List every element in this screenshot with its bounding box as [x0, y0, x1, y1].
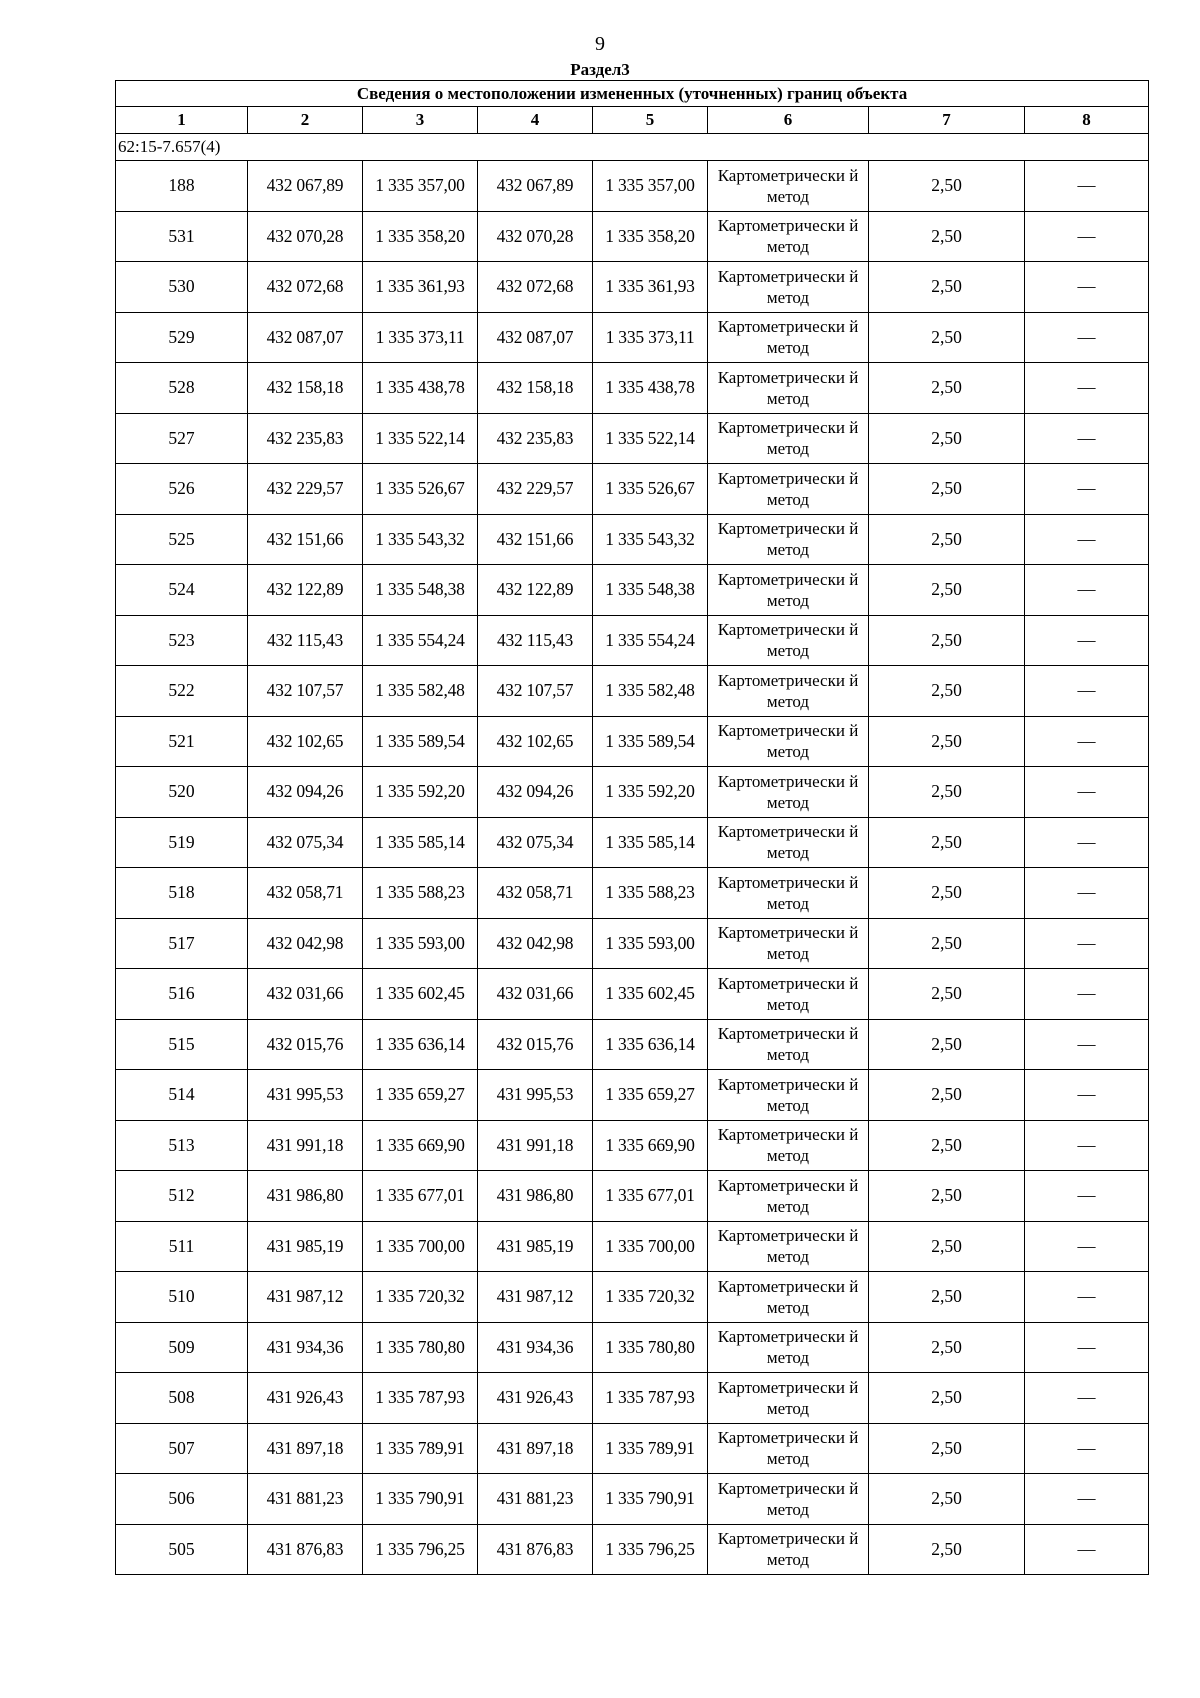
y-refined: 1 335 720,32 [593, 1272, 708, 1323]
y-refined: 1 335 787,93 [593, 1373, 708, 1424]
accuracy: 2,50 [869, 262, 1025, 313]
accuracy: 2,50 [869, 1171, 1025, 1222]
column-number: 3 [363, 107, 478, 134]
point-number: 525 [116, 514, 248, 565]
point-number: 516 [116, 969, 248, 1020]
description: — [1025, 312, 1149, 363]
point-number: 520 [116, 767, 248, 818]
column-number: 1 [116, 107, 248, 134]
accuracy: 2,50 [869, 413, 1025, 464]
x-existing: 432 122,89 [248, 565, 363, 616]
y-existing: 1 335 589,54 [363, 716, 478, 767]
x-refined: 432 229,57 [478, 464, 593, 515]
point-number: 511 [116, 1221, 248, 1272]
accuracy: 2,50 [869, 918, 1025, 969]
method: Картометрически й метод [708, 363, 869, 414]
point-number: 517 [116, 918, 248, 969]
method: Картометрически й метод [708, 666, 869, 717]
method: Картометрически й метод [708, 868, 869, 919]
accuracy: 2,50 [869, 1423, 1025, 1474]
x-refined: 431 985,19 [478, 1221, 593, 1272]
method: Картометрически й метод [708, 767, 869, 818]
accuracy: 2,50 [869, 211, 1025, 262]
method: Картометрически й метод [708, 969, 869, 1020]
accuracy: 2,50 [869, 1272, 1025, 1323]
y-existing: 1 335 787,93 [363, 1373, 478, 1424]
section-title: Раздел3 [570, 60, 630, 79]
table-row [116, 1373, 1149, 1424]
x-existing: 432 075,34 [248, 817, 363, 868]
table-row [116, 1272, 1149, 1323]
y-existing: 1 335 548,38 [363, 565, 478, 616]
y-existing: 1 335 357,00 [363, 161, 478, 212]
column-number: 8 [1025, 107, 1149, 134]
method: Картометрически й метод [708, 716, 869, 767]
method: Картометрически й метод [708, 918, 869, 969]
description: — [1025, 514, 1149, 565]
y-existing: 1 335 602,45 [363, 969, 478, 1020]
table-row [116, 1120, 1149, 1171]
method: Картометрически й метод [708, 464, 869, 515]
x-refined: 432 158,18 [478, 363, 593, 414]
method: Картометрически й метод [708, 1474, 869, 1525]
table-row [116, 312, 1149, 363]
table-row [116, 413, 1149, 464]
x-refined: 432 122,89 [478, 565, 593, 616]
x-refined: 431 876,83 [478, 1524, 593, 1575]
x-refined: 431 926,43 [478, 1373, 593, 1424]
method: Картометрически й метод [708, 1171, 869, 1222]
y-existing: 1 335 677,01 [363, 1171, 478, 1222]
point-number: 528 [116, 363, 248, 414]
method: Картометрически й метод [708, 1221, 869, 1272]
point-number: 188 [116, 161, 248, 212]
y-refined: 1 335 357,00 [593, 161, 708, 212]
method: Картометрически й метод [708, 1272, 869, 1323]
x-refined: 432 094,26 [478, 767, 593, 818]
accuracy: 2,50 [869, 817, 1025, 868]
point-number: 521 [116, 716, 248, 767]
y-refined: 1 335 790,91 [593, 1474, 708, 1525]
y-refined: 1 335 677,01 [593, 1171, 708, 1222]
description: — [1025, 1423, 1149, 1474]
x-existing: 432 158,18 [248, 363, 363, 414]
column-number: 5 [593, 107, 708, 134]
method: Картометрически й метод [708, 1373, 869, 1424]
column-number: 6 [708, 107, 869, 134]
x-refined: 432 042,98 [478, 918, 593, 969]
x-existing: 432 070,28 [248, 211, 363, 262]
method: Картометрически й метод [708, 262, 869, 313]
y-refined: 1 335 585,14 [593, 817, 708, 868]
x-existing: 431 987,12 [248, 1272, 363, 1323]
point-number: 526 [116, 464, 248, 515]
point-number: 513 [116, 1120, 248, 1171]
point-number: 507 [116, 1423, 248, 1474]
y-refined: 1 335 796,25 [593, 1524, 708, 1575]
accuracy: 2,50 [869, 716, 1025, 767]
x-refined: 432 235,83 [478, 413, 593, 464]
accuracy: 2,50 [869, 1019, 1025, 1070]
y-refined: 1 335 358,20 [593, 211, 708, 262]
y-existing: 1 335 789,91 [363, 1423, 478, 1474]
description: — [1025, 413, 1149, 464]
method: Картометрически й метод [708, 565, 869, 616]
x-refined: 431 881,23 [478, 1474, 593, 1525]
x-refined: 431 897,18 [478, 1423, 593, 1474]
x-refined: 432 031,66 [478, 969, 593, 1020]
x-refined: 431 934,36 [478, 1322, 593, 1373]
accuracy: 2,50 [869, 615, 1025, 666]
x-existing: 432 229,57 [248, 464, 363, 515]
x-refined: 432 075,34 [478, 817, 593, 868]
y-refined: 1 335 780,80 [593, 1322, 708, 1373]
y-refined: 1 335 602,45 [593, 969, 708, 1020]
point-number: 530 [116, 262, 248, 313]
method: Картометрически й метод [708, 312, 869, 363]
point-number: 527 [116, 413, 248, 464]
x-existing: 432 235,83 [248, 413, 363, 464]
description: — [1025, 1171, 1149, 1222]
table-row [116, 1423, 1149, 1474]
point-number: 509 [116, 1322, 248, 1373]
y-existing: 1 335 438,78 [363, 363, 478, 414]
column-number: 4 [478, 107, 593, 134]
x-refined: 432 058,71 [478, 868, 593, 919]
y-existing: 1 335 593,00 [363, 918, 478, 969]
column-number: 7 [869, 107, 1025, 134]
y-refined: 1 335 589,54 [593, 716, 708, 767]
y-existing: 1 335 543,32 [363, 514, 478, 565]
table-row [116, 1322, 1149, 1373]
point-number: 510 [116, 1272, 248, 1323]
accuracy: 2,50 [869, 1322, 1025, 1373]
x-refined: 432 151,66 [478, 514, 593, 565]
x-existing: 432 087,07 [248, 312, 363, 363]
description: — [1025, 1070, 1149, 1121]
table-row [116, 969, 1149, 1020]
table-row [116, 262, 1149, 313]
description: — [1025, 1120, 1149, 1171]
y-existing: 1 335 582,48 [363, 666, 478, 717]
y-refined: 1 335 659,27 [593, 1070, 708, 1121]
table-row [116, 565, 1149, 616]
object-id: 62:15-7.657(4) [116, 134, 1149, 161]
description: — [1025, 767, 1149, 818]
y-existing: 1 335 720,32 [363, 1272, 478, 1323]
x-refined: 432 070,28 [478, 211, 593, 262]
x-existing: 432 107,57 [248, 666, 363, 717]
description: — [1025, 262, 1149, 313]
table-row [116, 817, 1149, 868]
x-refined: 431 987,12 [478, 1272, 593, 1323]
x-existing: 431 934,36 [248, 1322, 363, 1373]
boundary-table [115, 80, 1149, 1575]
y-refined: 1 335 373,11 [593, 312, 708, 363]
x-existing: 432 031,66 [248, 969, 363, 1020]
y-refined: 1 335 554,24 [593, 615, 708, 666]
description: — [1025, 1524, 1149, 1575]
x-existing: 431 995,53 [248, 1070, 363, 1121]
method: Картометрически й метод [708, 413, 869, 464]
description: — [1025, 969, 1149, 1020]
table-row [116, 767, 1149, 818]
point-number: 519 [116, 817, 248, 868]
y-existing: 1 335 592,20 [363, 767, 478, 818]
table-row [116, 1221, 1149, 1272]
method: Картометрически й метод [708, 1423, 869, 1474]
description: — [1025, 918, 1149, 969]
y-refined: 1 335 361,93 [593, 262, 708, 313]
x-existing: 431 926,43 [248, 1373, 363, 1424]
y-refined: 1 335 438,78 [593, 363, 708, 414]
accuracy: 2,50 [869, 514, 1025, 565]
x-refined: 432 072,68 [478, 262, 593, 313]
y-refined: 1 335 789,91 [593, 1423, 708, 1474]
point-number: 514 [116, 1070, 248, 1121]
x-existing: 432 015,76 [248, 1019, 363, 1070]
y-refined: 1 335 582,48 [593, 666, 708, 717]
y-existing: 1 335 700,00 [363, 1221, 478, 1272]
method: Картометрически й метод [708, 1322, 869, 1373]
x-existing: 432 151,66 [248, 514, 363, 565]
point-number: 531 [116, 211, 248, 262]
y-existing: 1 335 636,14 [363, 1019, 478, 1070]
table-row [116, 514, 1149, 565]
accuracy: 2,50 [869, 1474, 1025, 1525]
y-existing: 1 335 585,14 [363, 817, 478, 868]
method: Картометрически й метод [708, 615, 869, 666]
accuracy: 2,50 [869, 312, 1025, 363]
x-existing: 432 102,65 [248, 716, 363, 767]
x-refined: 432 067,89 [478, 161, 593, 212]
table-row [116, 716, 1149, 767]
accuracy: 2,50 [869, 565, 1025, 616]
method: Картометрически й метод [708, 1019, 869, 1070]
y-refined: 1 335 588,23 [593, 868, 708, 919]
x-existing: 432 115,43 [248, 615, 363, 666]
accuracy: 2,50 [869, 666, 1025, 717]
y-existing: 1 335 669,90 [363, 1120, 478, 1171]
description: — [1025, 817, 1149, 868]
page-number: 9 [595, 33, 605, 55]
accuracy: 2,50 [869, 363, 1025, 414]
table-row [116, 1171, 1149, 1222]
method: Картометрически й метод [708, 1070, 869, 1121]
x-refined: 432 102,65 [478, 716, 593, 767]
point-number: 508 [116, 1373, 248, 1424]
point-number: 518 [116, 868, 248, 919]
table-row [116, 1524, 1149, 1575]
x-existing: 432 042,98 [248, 918, 363, 969]
y-existing: 1 335 790,91 [363, 1474, 478, 1525]
x-refined: 432 087,07 [478, 312, 593, 363]
table-title: Сведения о местоположении измененных (уточненных) границ объекта [116, 81, 1149, 107]
y-existing: 1 335 373,11 [363, 312, 478, 363]
y-existing: 1 335 796,25 [363, 1524, 478, 1575]
table-row [116, 211, 1149, 262]
table-row [116, 464, 1149, 515]
point-number: 523 [116, 615, 248, 666]
table-row [116, 1070, 1149, 1121]
accuracy: 2,50 [869, 1524, 1025, 1575]
x-existing: 432 094,26 [248, 767, 363, 818]
description: — [1025, 565, 1149, 616]
method: Картометрически й метод [708, 1524, 869, 1575]
description: — [1025, 1221, 1149, 1272]
x-refined: 431 995,53 [478, 1070, 593, 1121]
point-number: 512 [116, 1171, 248, 1222]
accuracy: 2,50 [869, 969, 1025, 1020]
accuracy: 2,50 [869, 161, 1025, 212]
y-refined: 1 335 526,67 [593, 464, 708, 515]
x-refined: 431 991,18 [478, 1120, 593, 1171]
point-number: 505 [116, 1524, 248, 1575]
x-existing: 431 881,23 [248, 1474, 363, 1525]
y-refined: 1 335 593,00 [593, 918, 708, 969]
accuracy: 2,50 [869, 1120, 1025, 1171]
y-refined: 1 335 548,38 [593, 565, 708, 616]
table-row [116, 666, 1149, 717]
table-body [116, 134, 1149, 1575]
description: — [1025, 1019, 1149, 1070]
method: Картометрически й метод [708, 1120, 869, 1171]
y-existing: 1 335 554,24 [363, 615, 478, 666]
y-refined: 1 335 700,00 [593, 1221, 708, 1272]
accuracy: 2,50 [869, 1070, 1025, 1121]
point-number: 524 [116, 565, 248, 616]
x-existing: 431 897,18 [248, 1423, 363, 1474]
y-existing: 1 335 588,23 [363, 868, 478, 919]
table-row [116, 918, 1149, 969]
y-refined: 1 335 592,20 [593, 767, 708, 818]
y-refined: 1 335 636,14 [593, 1019, 708, 1070]
x-existing: 431 876,83 [248, 1524, 363, 1575]
description: — [1025, 1474, 1149, 1525]
y-existing: 1 335 522,14 [363, 413, 478, 464]
y-existing: 1 335 358,20 [363, 211, 478, 262]
y-existing: 1 335 780,80 [363, 1322, 478, 1373]
description: — [1025, 161, 1149, 212]
description: — [1025, 1373, 1149, 1424]
method: Картометрически й метод [708, 817, 869, 868]
table-row [116, 161, 1149, 212]
description: — [1025, 464, 1149, 515]
description: — [1025, 666, 1149, 717]
point-number: 522 [116, 666, 248, 717]
description: — [1025, 363, 1149, 414]
description: — [1025, 1322, 1149, 1373]
x-refined: 432 015,76 [478, 1019, 593, 1070]
y-refined: 1 335 522,14 [593, 413, 708, 464]
y-existing: 1 335 659,27 [363, 1070, 478, 1121]
table-row [116, 868, 1149, 919]
description: — [1025, 615, 1149, 666]
description: — [1025, 868, 1149, 919]
y-existing: 1 335 361,93 [363, 262, 478, 313]
description: — [1025, 211, 1149, 262]
x-refined: 431 986,80 [478, 1171, 593, 1222]
y-existing: 1 335 526,67 [363, 464, 478, 515]
method: Картометрически й метод [708, 211, 869, 262]
table-row [116, 615, 1149, 666]
y-refined: 1 335 669,90 [593, 1120, 708, 1171]
x-existing: 431 991,18 [248, 1120, 363, 1171]
x-existing: 432 067,89 [248, 161, 363, 212]
point-number: 506 [116, 1474, 248, 1525]
point-number: 515 [116, 1019, 248, 1070]
description: — [1025, 1272, 1149, 1323]
table-row [116, 363, 1149, 414]
x-refined: 432 107,57 [478, 666, 593, 717]
accuracy: 2,50 [869, 767, 1025, 818]
x-existing: 431 986,80 [248, 1171, 363, 1222]
table-row [116, 1019, 1149, 1070]
method: Картометрически й метод [708, 161, 869, 212]
accuracy: 2,50 [869, 1221, 1025, 1272]
table-row [116, 1474, 1149, 1525]
column-number: 2 [248, 107, 363, 134]
accuracy: 2,50 [869, 464, 1025, 515]
accuracy: 2,50 [869, 868, 1025, 919]
x-existing: 432 058,71 [248, 868, 363, 919]
x-refined: 432 115,43 [478, 615, 593, 666]
x-existing: 432 072,68 [248, 262, 363, 313]
y-refined: 1 335 543,32 [593, 514, 708, 565]
description: — [1025, 716, 1149, 767]
method: Картометрически й метод [708, 514, 869, 565]
x-existing: 431 985,19 [248, 1221, 363, 1272]
accuracy: 2,50 [869, 1373, 1025, 1424]
column-number-row [116, 107, 1149, 134]
point-number: 529 [116, 312, 248, 363]
